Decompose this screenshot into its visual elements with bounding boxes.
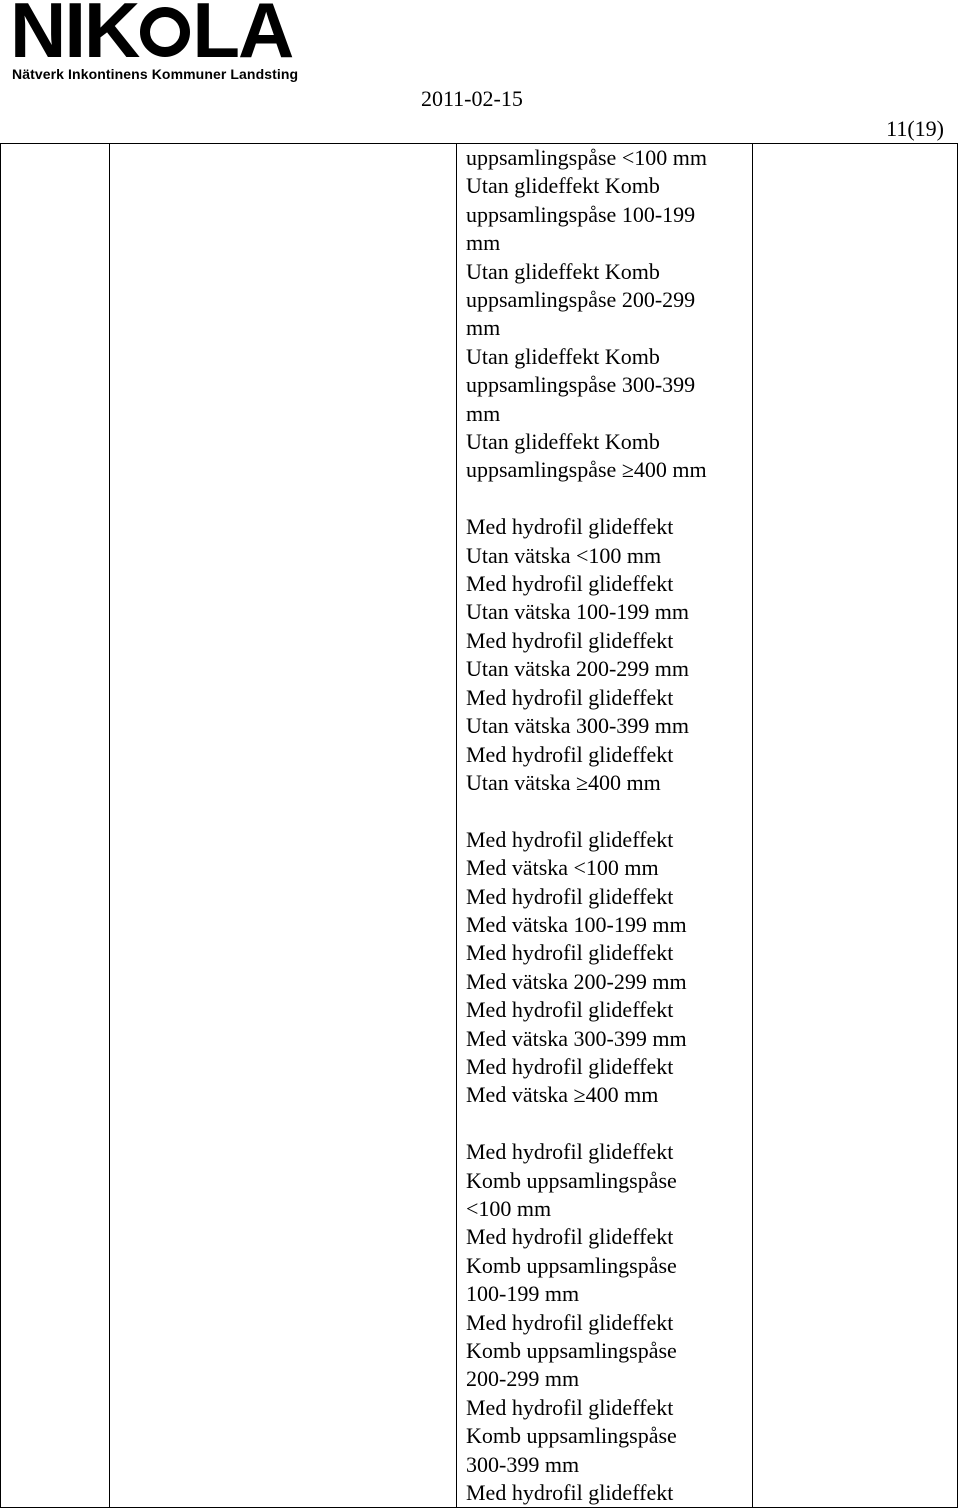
cell-line: 100-199 mm [466, 1281, 580, 1307]
cell-line: Med vätska 200-299 mm [466, 968, 687, 994]
cell-line: Utan vätska 300-399 mm [466, 713, 690, 739]
cell-line: Med hydrofil glideffekt [466, 684, 674, 710]
cell-line: Utan glideffekt Komb [466, 173, 660, 199]
cell-line: uppsamlingspåse 200-299 [466, 287, 696, 313]
cell-line: Med hydrofil glideffekt [466, 1480, 674, 1506]
cell-line: uppsamlingspåse 300-399 [466, 372, 696, 398]
cell-line: Komb uppsamlingspåse [466, 1167, 677, 1193]
cell-line: Utan glideffekt Komb [466, 429, 660, 455]
cell-line: 200-299 mm [466, 1366, 580, 1392]
cell-line: Komb uppsamlingspåse [466, 1252, 677, 1278]
cell-line: Med hydrofil glideffekt [466, 826, 674, 852]
cell-line: Med hydrofil glideffekt [466, 627, 674, 653]
cell-line: Med hydrofil glideffekt [466, 883, 674, 909]
cell-line: Med vätska <100 mm [466, 855, 659, 881]
cell-line: uppsamlingspåse ≥400 mm [466, 457, 707, 483]
cell-line: Med hydrofil glideffekt [466, 741, 674, 767]
nikola-logo [6, 0, 326, 90]
document-date: 2011-02-15 [421, 86, 523, 111]
group-spacer [466, 485, 751, 513]
cell-line: Utan vätska <100 mm [466, 542, 662, 568]
cell-line: mm [466, 315, 501, 341]
logo-o-ring [140, 7, 190, 57]
cell-line: Med hydrofil glideffekt [466, 997, 674, 1023]
cell-line: Med hydrofil glideffekt [466, 1309, 674, 1335]
product-description-cell [466, 144, 751, 1507]
group-spacer [466, 1110, 751, 1138]
cell-line: Med hydrofil glideffekt [466, 1224, 674, 1250]
cell-line: Med hydrofil glideffekt [466, 571, 674, 597]
cell-line: Med vätska ≥400 mm [466, 1082, 659, 1108]
cell-line: Utan glideffekt Komb [466, 258, 660, 284]
column-divider [109, 144, 110, 1507]
cell-line: <100 mm [466, 1195, 552, 1221]
cell-line: Med vätska 100-199 mm [466, 911, 687, 937]
cell-line: uppsamlingspåse 100-199 [466, 201, 696, 227]
cell-line: Med hydrofil glideffekt [466, 1139, 674, 1165]
page-number: 11(19) [886, 116, 944, 141]
cell-line: Med hydrofil glideffekt [466, 514, 674, 540]
cell-line: Utan vätska ≥400 mm [466, 769, 661, 795]
logo-tagline: Nätverk Inkontinens Kommuner Landsting [12, 66, 299, 82]
cell-line: Med hydrofil glideffekt [466, 1053, 674, 1079]
column-divider [752, 144, 753, 1507]
cell-line: Utan glideffekt Komb [466, 343, 660, 369]
cell-line: mm [466, 230, 501, 256]
cell-line: Med hydrofil glideffekt [466, 940, 674, 966]
cell-line: 300-399 mm [466, 1451, 580, 1477]
cell-line: mm [466, 400, 501, 426]
column-divider [456, 144, 457, 1507]
cell-line: Med hydrofil glideffekt [466, 1394, 674, 1420]
cell-line: Utan vätska 100-199 mm [466, 599, 690, 625]
cell-line: Med vätska 300-399 mm [466, 1025, 687, 1051]
group-spacer [466, 797, 751, 825]
cell-line: Komb uppsamlingspåse [466, 1338, 677, 1364]
cell-line: uppsamlingspåse <100 mm [466, 145, 707, 170]
cell-line: Komb uppsamlingspåse [466, 1423, 677, 1449]
logo-wordmark: NIK LA [10, 0, 293, 74]
cell-line: Utan vätska 200-299 mm [466, 656, 690, 682]
